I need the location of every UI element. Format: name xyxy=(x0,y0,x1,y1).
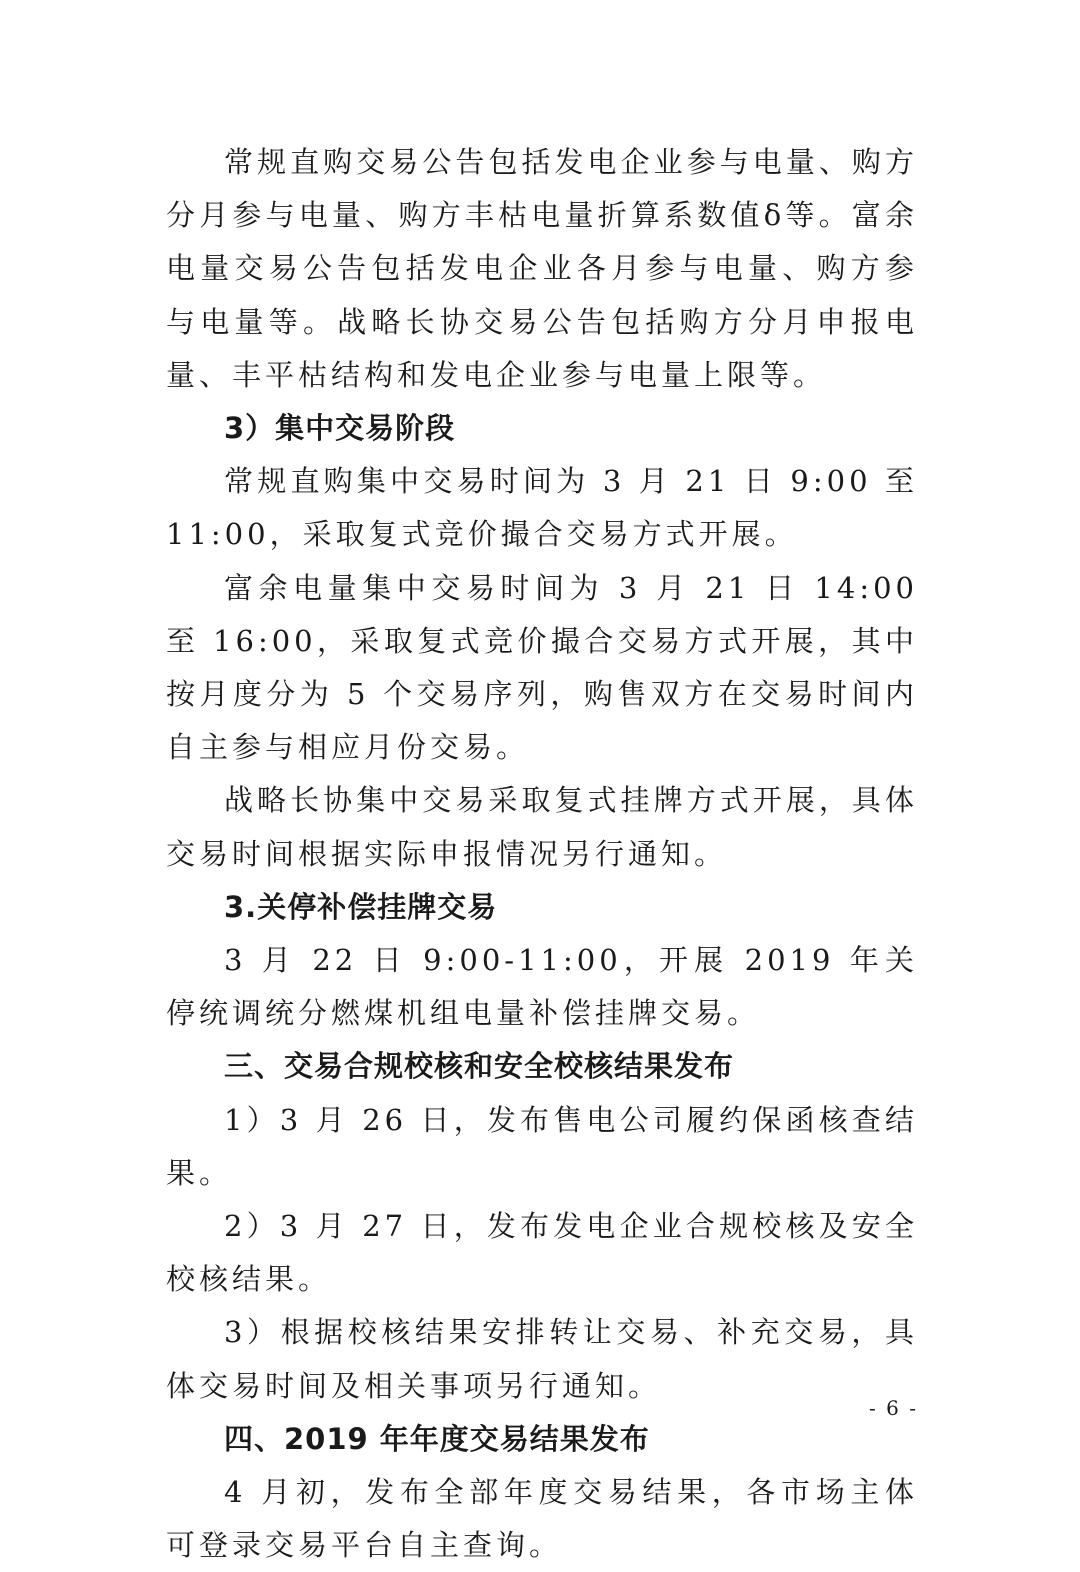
paragraph-guarantee-check-results: 1）3 月 26 日，发布售电公司履约保函核查结果。 xyxy=(166,1102,918,1190)
paragraph-regular-direct-purchase-time: 常规直购集中交易时间为 3 月 21 日 9:00 至 11:00，采取复式竞价撮合交易方式开展。 xyxy=(166,464,918,552)
paragraph-transfer-supplementary-trading: 3）根据校核结果安排转让交易、补充交易，具体交易时间及相关事项另行通知。 xyxy=(166,1315,918,1403)
paragraph-shutdown-compensation-time: 3 月 22 日 9:00-11:00，开展 2019 年关停统调统分燃煤机组电量补偿挂牌交易。 xyxy=(166,943,918,1031)
paragraph-annual-results-release: 4 月初，发布全部年度交易结果，各市场主体可登录交易平台自主查询。 xyxy=(166,1475,918,1563)
heading-shutdown-compensation-listing: 3.关停补偿挂牌交易 xyxy=(224,889,498,924)
document-body xyxy=(166,136,918,1572)
paragraph-compliance-safety-results: 2）3 月 27 日，发布发电企业合规校核及安全校核结果。 xyxy=(166,1209,918,1297)
paragraph-announcement-contents: 常规直购交易公告包括发电企业参与电量、购方分月参与电量、购方丰枯电量折算系数值δ等。富余电量交易公告包括发电企业各月参与电量、购方参与电量等。战略长协交易公告包括购方分月申报电量、丰平枯结构和发电企业参与电量上限等。 xyxy=(166,145,918,392)
heading-centralized-trading-stage: 3）集中交易阶段 xyxy=(224,411,456,446)
page-number: - 6 - xyxy=(869,1396,918,1420)
heading-section-three-verification-results: 三、交易合规校核和安全校核结果发布 xyxy=(224,1049,735,1084)
heading-section-four-annual-results: 四、2019 年年度交易结果发布 xyxy=(224,1421,650,1456)
paragraph-surplus-electricity-time: 富余电量集中交易时间为 3 月 21 日 14:00 至 16:00，采取复式竞价撮合交易方式开展，其中按月度分为 5 个交易序列，购售双方在交易时间内自主参与相应月份交易。 xyxy=(166,570,918,765)
paragraph-strategic-long-term-trading: 战略长协集中交易采取复式挂牌方式开展，具体交易时间根据实际申报情况另行通知。 xyxy=(166,783,918,871)
